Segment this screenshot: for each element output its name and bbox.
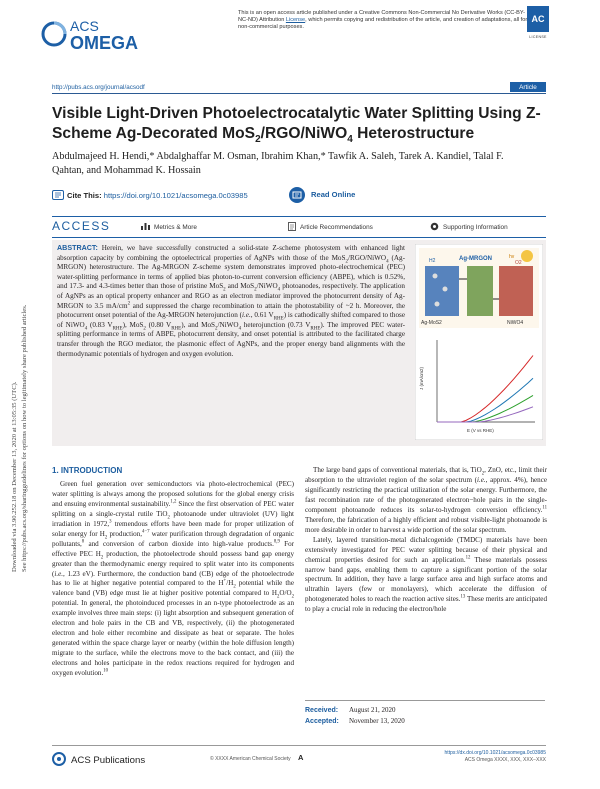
intro-paragraph-3: Lately, layered transition-metal dichalcogenide (TMDC) materials have been extensively investigated for PEC water splitting because of their physical and chemical properties desired for such an application.$^{12}$ These materials possess narrow band gaps, enabling them to capture a significant portion of the solar spectrum. In addition, they have a large surface area and high surface atoms and ultrathin layers (few or monolayers), which accelerate the diffusion of photogenerated holes to reach the reaction active sites.$^{13}$ These merits are anticipated to play a crucial role in reducing the electron/hole [305,535,547,614]
logo-mark-icon [43,23,65,45]
h2-label: H2 [429,258,436,264]
supporting-info-label: Supporting Information [443,224,508,231]
download-line-1: Downloaded via 3.90.252.18 on December 13, 2020 at 13:05:35 (UTC). [11,381,18,572]
open-access-badge: AC [527,6,549,32]
footer-doi-link[interactable]: https://dx.doi.org/10.1021/acsomega.0c03985 [444,750,546,756]
left-electrode [425,266,459,316]
document-icon [288,222,296,233]
download-note [4,250,34,580]
o2-label: O2 [515,260,522,266]
metrics-button[interactable] [141,222,197,232]
bar-chart-icon [141,222,150,232]
mediator-layer [467,266,493,316]
license-link[interactable]: License [285,17,306,24]
ag-particle [433,274,438,279]
settings-icon [430,222,439,233]
toc-graphic [415,244,543,440]
recommendations-button[interactable] [288,222,373,233]
footer-citation-text: ACS Omega XXXX, XXX, XXX−XXX [464,757,546,763]
journal-url[interactable]: http://pubs.acs.org/journal/acsodf [52,84,145,91]
author-list: Abdulmajeed H. Hendi,* Abdalghaffar M. Osman, Ibrahim Khan,* Tawfik A. Saleh, Tarek A. Kandiel, Talal F. Qahtan, and Mohammad K. Hossain [52,151,504,176]
logo-bottom-text: OMEGA [70,33,139,53]
light-label: hv [509,254,515,260]
footer-rule [52,745,546,746]
license-note: This is an open access article published under a Creative Commons Non-Commercial No Derivative Works (CC-BY-NC-ND) Attribution License, which permits copying and redistribution of the article, and creation of adaptations, all for non-commercial purposes. [238,10,528,31]
read-online-icon [289,187,305,203]
sun-icon [521,250,533,262]
toc-left-label: Ag-MoS2 [421,320,442,326]
journal-logo [40,14,160,54]
page-number: A [298,753,304,762]
badge-caption: LICENSE [529,35,547,39]
metrics-label: Metrics & More [154,223,197,231]
intro-paragraph-2: The large band gaps of conventional materials, that is, TiO$_2$, ZnO, etc., limit their absorption to the ultraviolet region of the solar spectrum (i.e., approx. 4%), hence significantly restricting the practical utilization of the solar energy. Furthermore, the fast recombination rate of the photogenerated electron−hole pairs in the single-component photoanode reduces its solar-to-hydrogen conversion efficiency.$^{11}$ Therefore, the fabrication of a highly efficient and robust visible-light photoanode is more desirable in order to harvest a wide portion of the solar spectrum. [305,466,548,534]
footer-citation [432,750,546,764]
doi-link[interactable]: https://doi.org/10.1021/acsomega.0c03985 [103,191,248,200]
intro-paragraph-1: Green fuel generation over semiconductors via photo-electrochemical (PEC) water splitting is always among the proposed solutions for the global energy crisis and ensuing environmental sustainability.$^{1,2}$ Since the first observation of PEC water splitting on a single-crystal rutile TiO$_2$ photoanode under ultraviolet (UV) light irradiation in 1972,$^3$ tremendous efforts have been made for proper utilization of solar energy for $H_2$ production,$^{4-7}$ water purification through degradation of organic pollutants,$^8$ and conversion of carbon dioxide into high-value products.$^{8,9}$ For effective PEC $H_2$ production, the photoelectrode should possess band gap energy greater than the thermodynamic energy required to split water into its components (i.e., 1.23 eV). Furthermore, the conduction band (CB) edge of the photoelectrode has to lie at higher negative potential compared to the $H^+/H_2$ potential while the valence band (VB) edge must lie at higher positive potential compared to $H_2O/O_2$ potential. In general, the photoinduced processes in an n-type photoelectrode as an example involves three main steps: (i) light absorption and subsequent generation of electron and hole pairs in the CB and VB, respectively, (ii) the photogenerated electron and hole either recombine and dissipate as heat or separate. The holes generated within the space charge layer or nearby (within the hole diffusion length) migrate to the surface, while the electrons move to the back contact, and (iii) the electrons and holes participate in the redox reactions required for hydrogen and oxygen evolution.$^{10}$ [52,479,295,678]
article-type-tab: Article [510,82,546,92]
recommendations-label: Article Recommendations [300,224,373,231]
logo-top-text: ACS [70,18,99,34]
ag-particle [443,287,448,292]
supporting-info-button[interactable] [430,222,508,233]
article-dates [305,700,545,728]
access-label: ACCESS [52,219,111,233]
x-axis-label: E (V vs RHE) [467,428,494,433]
accepted-row: Accepted: November 13, 2020 [305,717,405,726]
read-online-button[interactable] [289,187,379,203]
received-row: Received: August 21, 2020 [305,706,396,714]
read-online-label: Read Online [311,190,356,199]
ag-particle [435,302,440,307]
section-heading: 1. INTRODUCTION [52,466,123,475]
body-column-right [305,466,547,615]
header-rule [52,93,546,94]
article-title: Visible Light-Driven Photoelectrocatalytic Water Splitting Using Z-Scheme Ag-Decorated MoS$_2$/RGO/NiWO$_4$ Heterostructure [52,105,541,145]
toc-top-label: Ag-MRGON [459,256,492,262]
copyright: © XXXX American Chemical Society [210,756,291,762]
toc-right-label: NiWO4 [507,320,524,326]
publisher-name: ACS Publications [71,755,146,766]
acs-publications-icon [52,752,66,769]
body-column-left [52,466,294,679]
right-electrode [499,266,533,316]
cite-this: Cite This: https://doi.org/10.1021/acsomega.0c03985 [52,190,248,202]
y-axis-label: J (mA/cm2) [419,367,424,390]
download-line-2: See https://pubs.acs.org/sharingguidelines for options on how to legitimately share published articles. [21,304,28,572]
abstract-text: ABSTRACT: Herein, we have successfully constructed a solid-state Z-scheme photosystem with enhanced light absorption capacity by combining the optoelectrical properties of AgNPs with those of the MoS$_2$/RGO/NiWO$_4$ (Ag-MRGON) heterostructure. The Ag-MRGON Z-scheme system demonstrates improved photo-electrochemical (PEC) water-splitting performance in terms of applied bias photon-to-current conversion efficiency (ABPE), which is 0.52%, and 17.3- and 4.3-times better than those of pristine MoS$_2$ and MoS$_2$/NiWO$_4$ photoanodes, respectively. The application of AgNPs as an optical property enhancer and RGO as an electron mediator improved the photocurrent density of Ag-MRGON to 3.5 $mA/cm^2$ and suppressed the charge recombination to attain the photostability of ~2 h. Moreover, the photocurrent onset potential of the Ag-MRGON heterojunction (i.e., 0.61 $V_{RHE}$) is cathodically shifted compared to those of NiWO$_4$ (0.83 $V_{RHE}$), MoS$_2$ (0.80 $V_{RHE}$), and MoS$_2$/NiWO$_4$ heterojunction (0.73 $V_{RHE}$). The improved PEC water-splitting performance in terms of ABPE, photocurrent density, and onset potential is attributed to the facilitated charge transfer through the RGO mediator, the plasmonic effect of AgNPs, and the proper energy band alignments with the thermodynamic potentials of hydrogen and oxygen evolution. [57,244,405,358]
cite-icon [52,190,64,202]
publisher-logo [52,752,145,769]
